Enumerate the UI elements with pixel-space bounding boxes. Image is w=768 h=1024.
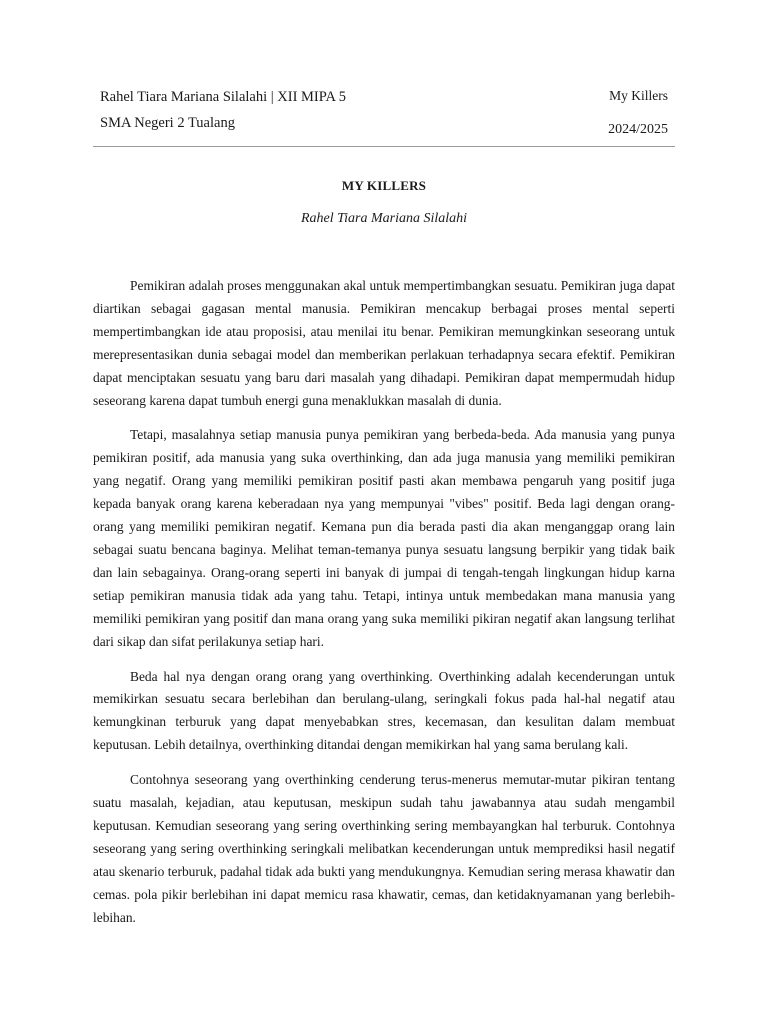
paragraph: Pemikiran adalah proses menggunakan akal untuk mempertimbangkan sesuatu. Pemikiran juga dapat diartikan sebagai gagasan mental manusia. Pemikiran mencakup berbagai proses mental seperti mempertimbangkan ide atau proposisi, atau menilai itu benar. Pemikiran memungkinkan seseorang untuk merepresentasikan dunia sebagai model dan memberikan perlakuan terhadapnya secara efektif. Pemikiran dapat menciptakan sesuatu yang baru dari masalah yang dihadapi. Pemikiran dapat mempermudah hidup seseorang karena dapat tumbuh energi guna menaklukkan masalah di dunia. bbox=[93, 278, 675, 408]
header-school: SMA Negeri 2 Tualang bbox=[100, 115, 235, 131]
document-body bbox=[93, 275, 675, 941]
document-author: Rahel Tiara Mariana Silalahi bbox=[300, 211, 468, 226]
paragraph: Tetapi, masalahnya setiap manusia punya pemikiran yang berbeda-beda. Ada manusia yang punya pemikiran positif, ada manusia yang suka overthinking, dan ada juga manusia yang memiliki pemikiran yang negatif. Orang yang memiliki pemikiran positif pasti akan membawa pengaruh yang positif juga kepada banyak orang karena keberadaan nya yang mempunyai "vibes" positif. Beda lagi dengan orang-orang yang memiliki pemikiran negatif. Kemana pun dia berada pasti dia akan menganggap orang lain sebagai suatu bencana baginya. Melihat teman-temanya punya sesuatu langsung berpikir yang tidak baik dan lain sebagainya. Orang-orang seperti ini banyak di jumpai di tengah-tengah lingkungan hidup karna setiap pemikiran manusia tidak ada yang tahu. Tetapi, intinya untuk membedakan mana manusia yang memiliki pemikiran yang positif dan mana orang yang suka memiliki pikiran negatif akan langsung terlihat dari sikap dan sifat perilakunya setiap hari. bbox=[93, 427, 675, 649]
header-name-class: Rahel Tiara Mariana Silalahi | XII MIPA 5 bbox=[100, 89, 347, 105]
paragraph: Beda hal nya dengan orang orang yang overthinking. Overthinking adalah kecenderungan untuk memikirkan sesuatu secara berlebihan dan berulang-ulang, seringkali fokus pada hal-hal negatif atau kemungkinan terburuk yang dapat menyebabkan stres, kecemasan, dan kesulitan dalam membuat keputusan. Lebih detailnya, overthinking ditandai dengan memikirkan hal yang sama berulang kali. bbox=[93, 668, 675, 753]
document-title: MY KILLERS bbox=[341, 178, 427, 193]
header-doc-title: My Killers bbox=[609, 88, 668, 103]
header-divider bbox=[93, 146, 675, 147]
header-year: 2024/2025 bbox=[608, 122, 668, 137]
paragraph: Contohnya seseorang yang overthinking cenderung terus-menerus memutar-mutar pikiran tentang suatu masalah, kejadian, atau keputusan, meskipun sudah tahu jawabannya atau sudah mengambil keputusan. Kemudian seseorang yang sering overthinking sering membayangkan hal terburuk. Contohnya seseorang yang sering overthinking seringkali melibatkan kecenderungan untuk memprediksi hasil negatif atau skenario terburuk, padahal tidak ada bukti yang mendukungnya. Kemudian sering merasa khawatir dan cemas. pola pikir berlebihan ini dapat memicu rasa khawatir, cemas, dan ketidaknyamanan yang berlebih-lebihan. bbox=[93, 772, 675, 925]
